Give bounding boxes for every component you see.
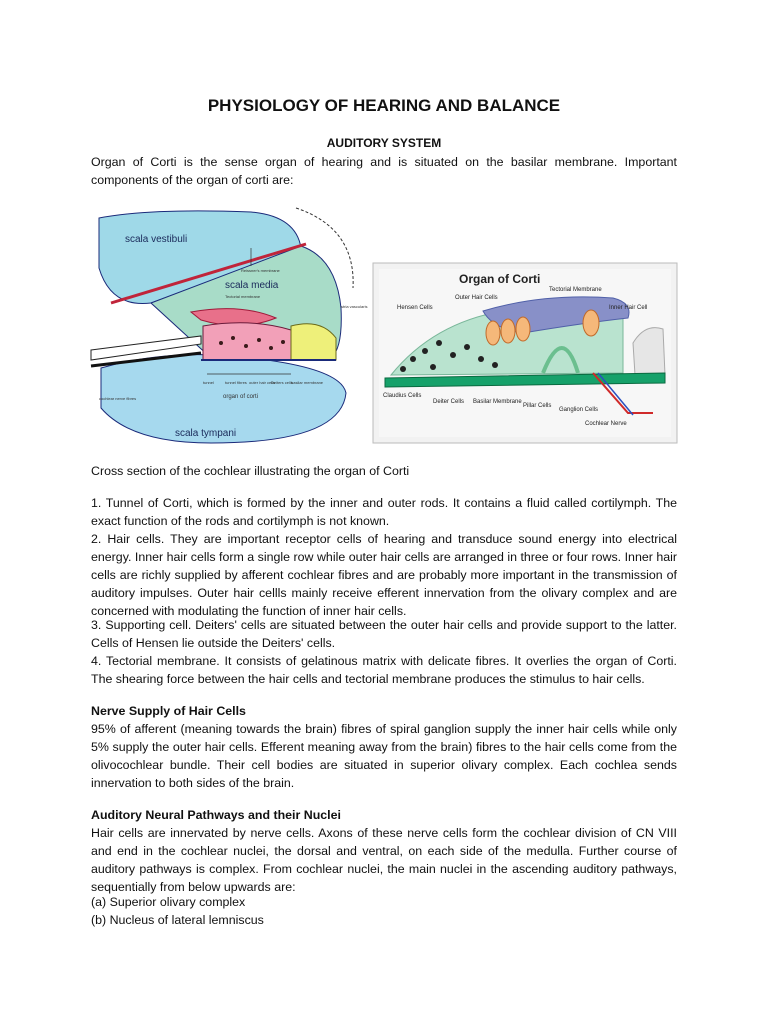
label-scala-vestibuli: scala vestibuli	[125, 234, 188, 245]
label-pillar-cells: Pillar Cells	[523, 403, 552, 409]
label-deiters-cells: Deiters cells	[271, 380, 293, 385]
pathways-heading: Auditory Neural Pathways and their Nuclei	[91, 808, 341, 822]
label-inner-hair-cell: Inner Hair Cell	[609, 305, 648, 311]
list-item: (b) Nucleus of lateral lemniscus	[91, 913, 264, 927]
label-tectorial-membrane: Tectorial membrane	[225, 294, 261, 299]
page-title: PHYSIOLOGY OF HEARING AND BALANCE	[207, 96, 561, 115]
nerve-supply-paragraph: 95% of afferent (meaning towards the brain) fibres of spiral ganglion supply the inner hair cells while only 5% supply the outer hair cells. Efferent meaning away from the brain) fibres to the hair cells come from the olivocochlear bundle. Their cell bodies are situated in superior olivary complex. Each cochlea sends innervation to both sides of the brain.	[91, 722, 677, 790]
label-outer-hair-cells: Outer Hair Cells	[455, 295, 498, 301]
label-cochlear-nerve: Cochlear Nerve	[585, 421, 627, 427]
section-title: AUDITORY SYSTEM	[326, 136, 442, 150]
label-organ-of-corti: organ of corti	[223, 394, 259, 400]
list-item-tectorial-membrane: 4. Tectorial membrane. It consists of gelatinous matrix with delicate fibres. It overlies the organ of Corti. The shearing force between the hair cells and tectorial membrane produces the stimulus to hair cells.	[91, 654, 677, 686]
cochlea-cross-section-figure	[91, 208, 368, 446]
pathways-paragraph: Hair cells are innervated by nerve cells. Axons of these nerve cells form the cochlear division of CN VIII and end in the cochlear nuclei, the dorsal and ventral, on each side of the medulla. Further course of auditory pathways is complex. From cochlear nuclei, the main nuclei in the ascending auditory pathways, sequentially from below upwards are:	[91, 826, 677, 894]
label-scala-media: scala media	[225, 280, 279, 291]
organ-of-corti-figure	[373, 263, 677, 443]
label-tunnel: tunnel	[203, 380, 214, 385]
label-ganglion-cells: Ganglion Cells	[559, 407, 599, 413]
label-outer-hair-cells: outer hair cells	[249, 380, 276, 385]
label-basilar-membrane: basilar membrane	[291, 380, 324, 385]
label-basilar-membrane: Basilar Membrane	[473, 399, 522, 405]
list-item-hair-cells: 2. Hair cells. They are important receptor cells of hearing and transduce sound energy into electrical energy. Inner hair cells form a single row while outer hair cells are arranged in three or four rows. Inner hair cells are richly supplied by afferent cochlear fibres and are probably more important in the transmission of auditory impulses. Outer hair cellls mainly receive efferent innervation from the olivary complex and are concerned with modulating the function of inner hair cells.	[91, 532, 677, 618]
label-cochlear-nerve-fibres: cochlear nerve fibres	[99, 396, 137, 401]
label-scala-tympani: scala tympani	[175, 428, 237, 439]
intro-paragraph: Organ of Corti is the sense organ of hearing and is situated on the basilar membrane. Important components of the organ of corti are:	[91, 155, 677, 187]
label-reissners-membrane: Reissner's membrane	[241, 268, 280, 273]
label-tectorial-membrane: Tectorial Membrane	[549, 287, 602, 293]
label-stria-vascularis: stria vascularis	[341, 304, 368, 309]
label-tunnel-fibres: tunnel fibres	[225, 380, 247, 385]
nerve-supply-heading: Nerve Supply of Hair Cells	[91, 704, 246, 718]
organ-of-corti-title: Organ of Corti	[459, 272, 541, 286]
figure-caption: Cross section of the cochlear illustrating the organ of Corti	[91, 464, 410, 478]
list-item-supporting-cell: 3. Supporting cell. Deiters' cells are situated between the outer hair cells and provide support to the latter. Cells of Hensen lie outside the Deiters' cells.	[91, 618, 677, 650]
list-item-tunnel-of-corti: 1. Tunnel of Corti, which is formed by the inner and outer rods. It contains a fluid called cortilymph. The exact function of the rods and cortilymph is not known.	[91, 496, 677, 528]
label-claudius-cells: Claudius Cells	[383, 393, 422, 399]
pathways-list	[91, 893, 677, 929]
label-deiter-cells: Deiter Cells	[433, 399, 465, 405]
label-hensen-cells: Hensen Cells	[397, 305, 433, 311]
list-item: (a) Superior olivary complex	[91, 895, 246, 909]
